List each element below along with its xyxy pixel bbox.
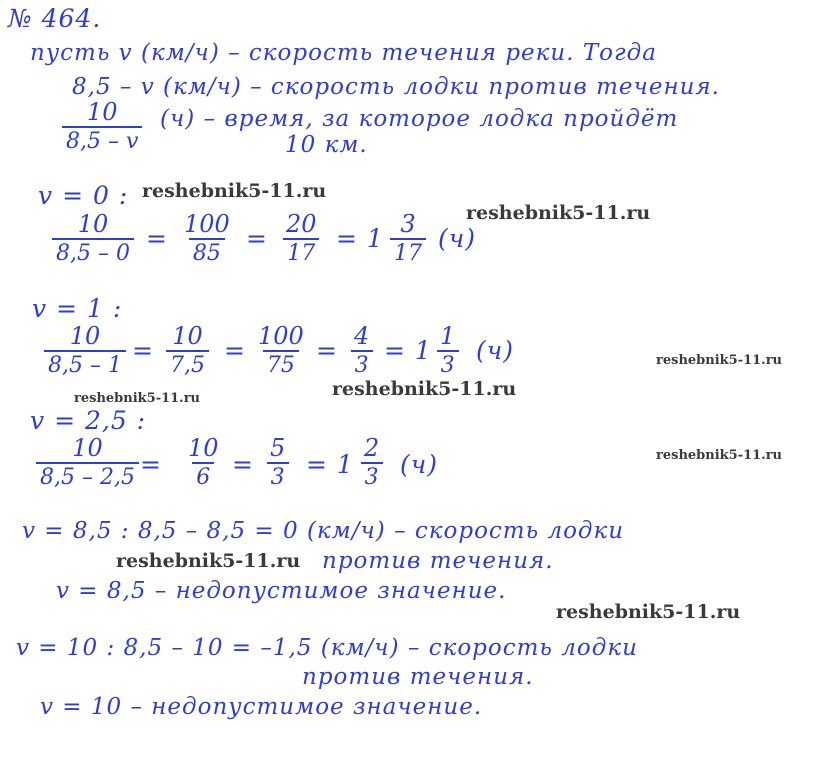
fraction-numerator: 10 (77, 210, 109, 238)
fraction-denominator: 85 (189, 238, 225, 265)
fraction-denominator: 17 (390, 238, 426, 265)
case-v1-fraction-1 (44, 324, 126, 377)
case-v0-unit: (ч) (438, 224, 477, 253)
fraction-numerator: 4 (354, 322, 370, 350)
case-v1-fraction-4 (350, 324, 373, 377)
problem-number: № 464. (8, 4, 102, 33)
fraction-denominator: 17 (283, 238, 319, 265)
watermark: reshebnik5-11.ru (466, 202, 651, 224)
fraction-numerator: 1 (440, 322, 456, 350)
fraction-denominator: 3 (351, 350, 373, 377)
case-v1-header: v = 1 : (32, 294, 123, 323)
watermark: reshebnik5-11.ru (116, 550, 301, 572)
fraction-numerator: 20 (286, 210, 317, 238)
case-v0-equals-1: = (146, 224, 168, 253)
case-v0-equals-2: = (246, 224, 268, 253)
watermark: reshebnik5-11.ru (556, 601, 741, 623)
fraction-denominator: 6 (192, 462, 214, 489)
fraction-denominator: 8,5 – 1 (44, 350, 126, 377)
case-v0-fraction-2 (180, 212, 234, 265)
case-v1-fraction-5 (436, 324, 459, 377)
case-v25-fraction-3 (266, 436, 289, 489)
case-v0-fraction-3 (282, 212, 321, 265)
fraction-numerator: 10 (172, 322, 203, 350)
case-v1-fraction-2 (166, 324, 209, 377)
case-v85-line-2: против течения. (322, 548, 554, 574)
intro-line-4: 10 км. (285, 132, 368, 158)
case-v1-fraction-3 (254, 324, 308, 377)
fraction-numerator: 10 (72, 434, 103, 462)
fraction-denominator: 3 (267, 462, 289, 489)
fraction-numerator: 10 (86, 98, 118, 126)
case-v25-fraction-2 (184, 436, 223, 489)
watermark: reshebnik5-11.ru (656, 353, 783, 368)
case-v1-unit: (ч) (476, 336, 515, 365)
case-v1-equals-3: = (316, 336, 338, 365)
fraction-denominator: 3 (437, 350, 459, 377)
case-v25-equals-2: = (232, 450, 254, 479)
fraction-denominator: 7,5 (166, 350, 209, 377)
watermark: reshebnik5-11.ru (74, 391, 201, 406)
fraction-numerator: 100 (258, 322, 304, 350)
fraction-numerator: 10 (188, 434, 219, 462)
watermark: reshebnik5-11.ru (656, 448, 783, 463)
case-v25-equals-3: = 1 (306, 450, 354, 479)
fraction-numerator: 2 (364, 434, 380, 462)
case-v10-line-3: v = 10 – недопустимое значение. (40, 694, 483, 720)
case-v25-fraction-1 (36, 436, 139, 489)
intro-line-1: пусть v (км/ч) – скорость течения реки. Тогда (30, 40, 657, 66)
case-v0-header: v = 0 : (38, 181, 129, 210)
case-v10-line-2: против течения. (302, 664, 534, 690)
fraction-numerator: 5 (270, 434, 286, 462)
watermark: reshebnik5-11.ru (332, 378, 517, 400)
fraction-denominator: 8,5 – v (62, 126, 142, 153)
fraction-numerator: 10 (69, 322, 101, 350)
case-v0-equals-3: = 1 (336, 224, 384, 253)
case-v85-line-3: v = 8,5 – недопустимое значение. (56, 578, 507, 604)
fraction-numerator: 3 (400, 210, 416, 238)
case-v0-fraction-4 (390, 212, 426, 265)
case-v1-equals-4: = 1 (384, 336, 432, 365)
case-v0-fraction-1 (52, 212, 134, 265)
case-v85-line-1: v = 8,5 : 8,5 – 8,5 = 0 (км/ч) – скорость лодки (22, 518, 625, 544)
case-v25-equals-1: = (140, 450, 162, 479)
case-v1-equals-1: = (132, 336, 154, 365)
watermark: reshebnik5-11.ru (142, 180, 327, 202)
intro-line-3: (ч) – время, за которое лодка пройдёт (160, 106, 679, 132)
case-v1-equals-2: = (224, 336, 246, 365)
fraction-denominator: 3 (361, 462, 383, 489)
fraction-denominator: 75 (263, 350, 299, 377)
case-v25-unit: (ч) (400, 450, 439, 479)
fraction-denominator: 8,5 – 0 (52, 238, 134, 265)
case-v10-line-1: v = 10 : 8,5 – 10 = –1,5 (км/ч) – скорость лодки (16, 635, 638, 661)
case-v25-header: v = 2,5 : (30, 406, 147, 435)
intro-time-fraction (62, 100, 142, 153)
fraction-denominator: 8,5 – 2,5 (36, 462, 139, 489)
intro-line-2: 8,5 – v (км/ч) – скорость лодки против течения. (72, 74, 720, 100)
case-v25-fraction-4 (360, 436, 383, 489)
fraction-numerator: 100 (184, 210, 230, 238)
